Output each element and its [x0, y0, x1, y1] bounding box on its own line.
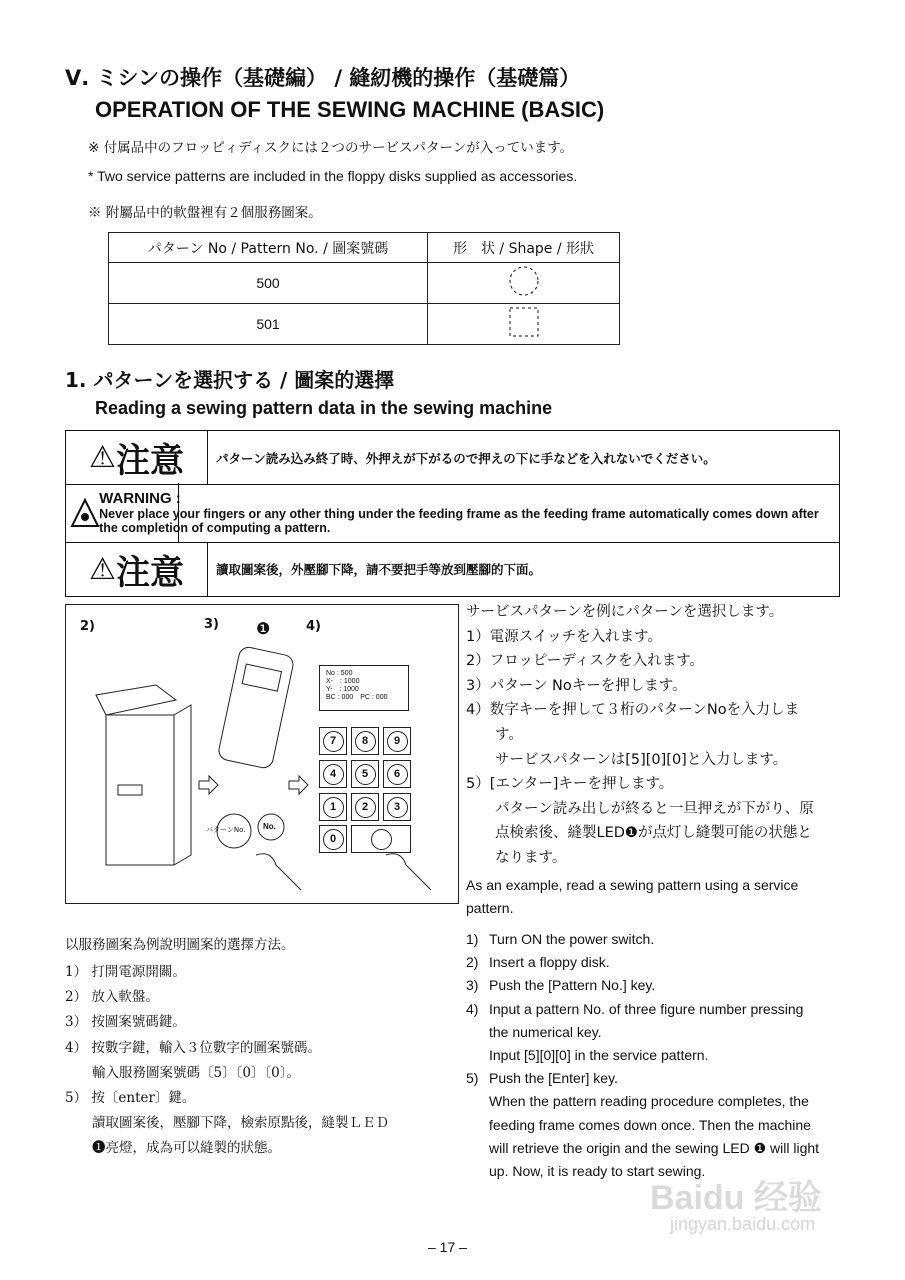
pattern-no-key-label: パターンNo. — [206, 826, 246, 834]
zh-step-line: 以服務圖案為例說明圖案的選擇方法。 — [65, 937, 295, 953]
key-5[interactable]: 5 — [351, 760, 379, 788]
jp-step-line: 4）数字キーを押して３桁のパターンNoを入力しま — [466, 702, 800, 719]
en-step-text: Input [5][0][0] in the service pattern. — [489, 1047, 709, 1063]
en-step-number: 4) — [466, 1000, 479, 1017]
en-step-text: up. Now, it is ready to start sewing. — [489, 1163, 706, 1179]
note-en: * Two service patterns are included in the floppy disks supplied as accessories. — [88, 168, 578, 184]
en-step-number: 5) — [466, 1070, 479, 1087]
caution-label: ⚠ 注意 — [66, 431, 208, 484]
en-step-number: 2) — [466, 954, 479, 971]
jp-step-line: す。 — [466, 727, 523, 743]
pattern-no: 500 — [109, 263, 428, 304]
note-zh: ※ 附屬品中的軟盤裡有２個服務圖案。 — [88, 205, 322, 221]
jp-step-line: サービスパターンを例にパターンを選択します。 — [466, 604, 784, 620]
step-label: 4) — [306, 619, 321, 634]
caution-label: ⚠ 注意 — [66, 542, 208, 596]
header-pattern-no: パターン No / Pattern No. / 圖案號碼 — [109, 233, 428, 263]
key-0[interactable]: 0 — [319, 825, 347, 853]
key-7[interactable]: 7 — [319, 727, 347, 755]
pattern-table — [108, 232, 620, 345]
en-step-text: Input a pattern No. of three figure number pressing — [489, 1000, 804, 1017]
caution-text-zh: 讀取圖案後，外壓腳下降，請不要把手等放到壓腳的下面。 — [216, 562, 542, 577]
key-6[interactable]: 6 — [383, 760, 411, 788]
caution-text-jp: パターン読み込み終了時、外押えが下がるので押えの下に手などを入れないでください。 — [216, 450, 716, 466]
title-en: OPERATION OF THE SEWING MACHINE (BASIC) — [95, 97, 605, 122]
key-9[interactable]: 9 — [383, 727, 411, 755]
section-title-en: Reading a sewing pattern data in the sewing machine — [95, 398, 553, 418]
zh-step-line: 讀取圖案後，壓腳下降，檢索原點後，縫製ＬＥＤ — [65, 1115, 389, 1132]
led-marker: ❶ — [256, 619, 271, 638]
key-3[interactable]: 3 — [383, 793, 411, 821]
key-8[interactable]: 8 — [351, 727, 379, 755]
step-label: 2) — [80, 619, 95, 634]
circle-shape-icon — [507, 264, 541, 298]
square-shape-icon — [507, 305, 541, 339]
en-step-text: will retrieve the origin and the sewing LED ❶ will light — [489, 1139, 820, 1156]
note-jp: ※ 付属品中のフロッピィディスクには２つのサービスパターンが入っています。 — [88, 140, 574, 156]
zh-step-line: 1） 打開電源開關。 — [65, 964, 186, 980]
en-step-text: the numerical key. — [489, 1023, 602, 1040]
pattern-no: 501 — [109, 304, 428, 345]
en-intro-line: pattern. — [466, 900, 514, 916]
jp-step-line: 1）電源スイッチを入れます。 — [466, 628, 662, 645]
jp-step-line: なります。 — [466, 850, 567, 866]
en-step-text: When the pattern reading procedure completes, the — [489, 1093, 809, 1110]
zh-step-line: ❶亮燈，成為可以縫製的狀態。 — [65, 1140, 281, 1157]
enter-key[interactable] — [351, 825, 411, 853]
enter-icon — [371, 829, 392, 850]
en-step-text: feeding frame comes down once. Then the machine — [489, 1116, 811, 1133]
step-label: 3) — [204, 617, 219, 632]
key-4[interactable]: 4 — [319, 760, 347, 788]
en-step-text: Push the [Enter] key. — [489, 1070, 618, 1087]
key-1[interactable]: 1 — [319, 793, 347, 821]
header-shape: 形 状 / Shape / 形狀 — [428, 233, 620, 263]
watermark-url: jingyan.baidu.com — [670, 1214, 816, 1234]
en-step-number: 3) — [466, 977, 479, 994]
warning-text-en: Never place your fingers or any other thing under the feeding frame as the feeding frame automatically comes down after the completion of computing a pattern. — [99, 507, 819, 535]
en-step-text: Insert a floppy disk. — [489, 954, 610, 971]
warning-triangle-icon: ⚠ — [89, 440, 116, 475]
page-number: – 17 – — [428, 1239, 467, 1255]
key-2[interactable]: 2 — [351, 793, 379, 821]
zh-step-line: 2） 放入軟盤。 — [65, 989, 159, 1006]
jp-step-line: 2）フロッピーディスクを入れます。 — [466, 653, 705, 670]
warning-triangle-icon: ⚠ — [89, 551, 116, 587]
jp-step-line: 点検索後、縫製LED❶が点灯し縫製可能の状態と — [466, 825, 812, 842]
no-key[interactable]: No. — [263, 822, 276, 831]
en-intro-line: As an example, read a sewing pattern using a service — [466, 877, 799, 893]
en-step-number: 1) — [466, 931, 479, 947]
warning-box-en — [65, 483, 840, 543]
warning-title: WARNING : — [99, 490, 181, 507]
en-step-text: Push the [Pattern No.] key. — [489, 977, 656, 994]
jp-step-line: 5）[エンター]キーを押します。 — [466, 776, 674, 793]
zh-step-line: 4） 按數字鍵，輸入３位數字的圖案號碼。 — [65, 1039, 321, 1056]
zh-step-line: 5） 按〔enter〕鍵。 — [65, 1090, 196, 1106]
zh-step-line: 輸入服務圖案號碼〔5〕〔0〕〔0〕。 — [65, 1064, 301, 1081]
table-row — [109, 263, 620, 304]
watermark-brand: Baidu 经验 — [650, 1179, 822, 1217]
jp-step-line: パターン読み出しが終ると一旦押えが下がり、原 — [466, 800, 814, 817]
lcd-display: No : 500 X- : 1000 Y- : 1000 BC : 000 PC : 000 — [319, 665, 409, 711]
en-step-text: Turn ON the power switch. — [489, 931, 655, 947]
table-row — [109, 304, 620, 345]
jp-step-line: 3）パターン Noキーを押します。 — [466, 677, 687, 694]
zh-step-line: 3） 按圖案號碼鍵。 — [65, 1014, 186, 1031]
title-jp: Ⅴ. ミシンの操作（基礎編） / 縫紉機的操作（基礎篇） — [65, 66, 581, 90]
caution-box-jp — [65, 430, 840, 485]
section-title-jp: 1. パターンを選択する / 圖案的選擇 — [65, 368, 395, 392]
operation-figure — [65, 604, 459, 904]
jp-step-line: サービスパターンは[5][0][0]と入力します。 — [466, 751, 788, 768]
caution-box-zh — [65, 542, 840, 597]
